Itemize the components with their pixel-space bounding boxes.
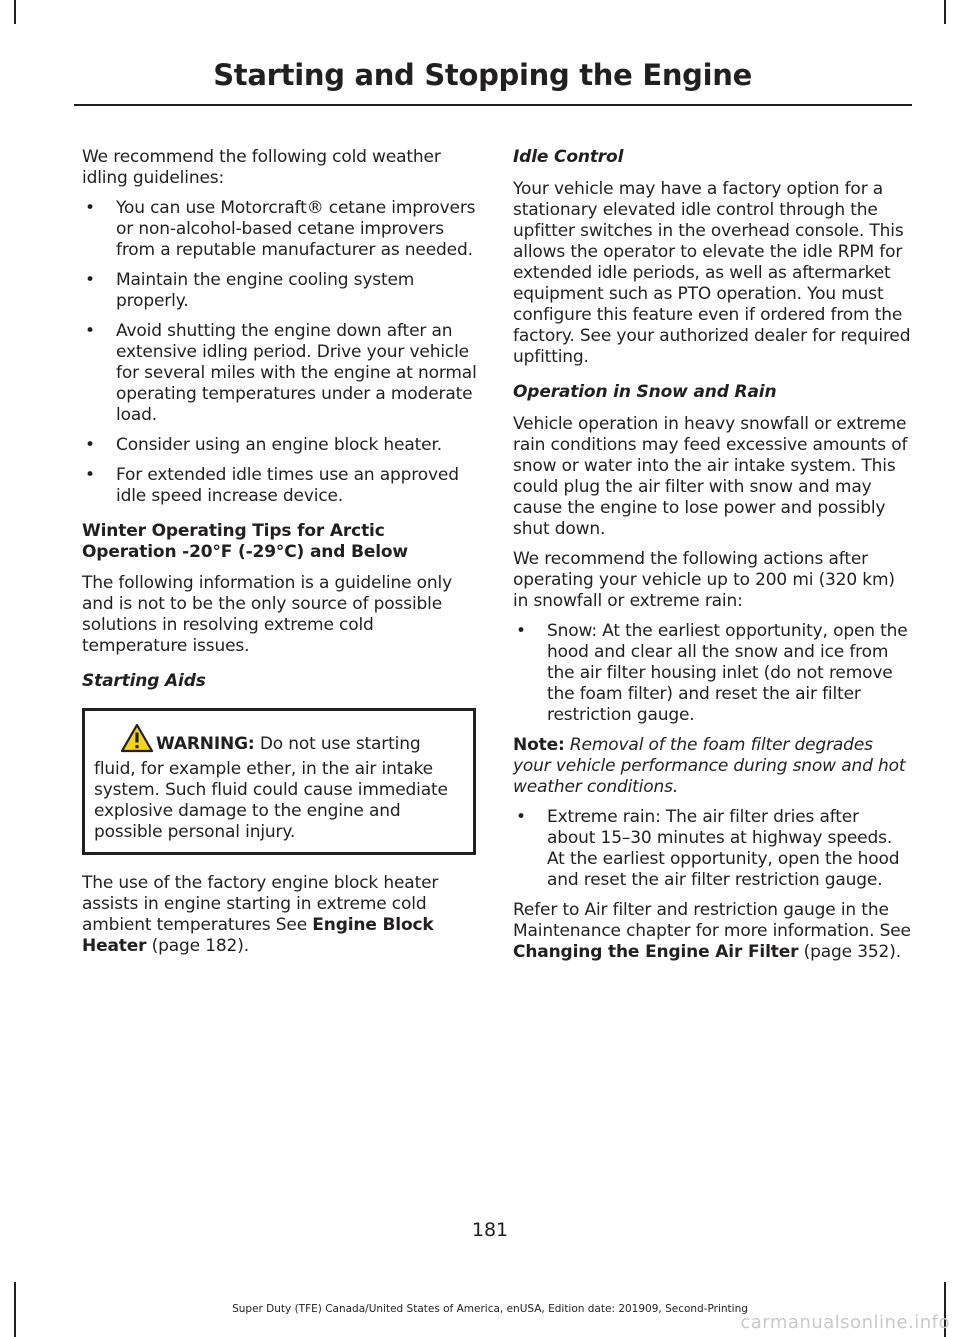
list-item: • Maintain the engine cooling system properly. [85,270,415,311]
warning-label: WARNING: [156,734,255,754]
arctic-paragraph: The following information is a guideline only and is not to be the only source of possible solutions in resolving extreme cold temperature issues. [82,573,453,656]
recommend-paragraph: We recommend the following actions after operating your vehicle up to 200 mi (320 km) in snowfall or extreme rain: [513,549,895,611]
changing-air-filter-link[interactable]: Changing the Engine Air Filter [513,942,799,962]
page-title: Starting and Stopping the Engine [213,58,752,92]
refer-paragraph: Refer to Air filter and restriction gauge in the Maintenance chapter for more information. See Changing the Engine Air Filter (page 352). [513,900,911,962]
crop-mark-top-right-vertical [944,0,946,24]
block-heater-paragraph: The use of the factory engine block heater assists in engine starting in extreme cold ambient temperatures See Engine Block Heater (page 182). [82,873,439,956]
snow-rain-paragraph: Vehicle operation in heavy snowfall or extreme rain conditions may feed excessive amounts of snow or water into the air intake system. This could plug the air filter with snow and may cause the engine to lose power and possibly shut down. [513,414,908,539]
right-column [513,147,911,972]
idling-intro: We recommend the following cold weather idling guidelines: [82,147,441,188]
crop-mark-top-left-vertical [14,0,16,24]
list-item: • For extended idle times use an approved idle speed increase device. [85,465,459,506]
watermark: carmanualsonline.info [740,1312,950,1333]
list-item: • Extreme rain: The air filter dries after about 15–30 minutes at highway speeds. At the earliest opportunity, open the hood and reset the air filter restriction gauge. [516,807,900,890]
header-rule [74,104,912,106]
warning-text: Do not use starting fluid, for example ether, in the air intake system. Such fluid could cause immediate explosive damage to the engine and possible personal injury. [94,734,448,842]
note-paragraph [513,735,911,798]
note-text: Removal of the foam filter degrades your vehicle performance during snow and hot weather conditions. [513,735,906,797]
engine-block-heater-link[interactable]: Engine Block Heater [82,915,434,956]
list-item: • You can use Motorcraft® cetane improvers or non-alcohol-based cetane improvers from a reputable manufacturer as needed. [85,198,476,260]
page-number: 181 [471,1219,509,1241]
left-column [82,147,478,966]
warning-triangle-icon [120,723,154,759]
list-item: • Avoid shutting the engine down after an extensive idling period. Drive your vehicle for several miles with the engine at normal operating temperatures under a moderate load. [85,321,477,425]
warning-box [82,708,476,855]
list-item: • Consider using an engine block heater. [85,435,442,455]
list-item: • Snow: At the earliest opportunity, open the hood and clear all the snow and ice from the air filter housing inlet (do not remove the foam filter) and reset the air filter restriction gauge. [516,621,908,725]
footer-edition: Super Duty (TFE) Canada/United States of America, enUSA, Edition date: 201909, Second-Printing [232,1303,748,1315]
section-heading-snow-rain: Operation in Snow and Rain [513,382,777,402]
section-heading-arctic: Winter Operating Tips for Arctic Operation -20°F (-29°C) and Below [82,521,408,562]
idle-control-paragraph: Your vehicle may have a factory option for a stationary elevated idle control through the upfitter switches in the overhead console. This allows the operator to elevate the idle RPM for extended idle periods, as well as aftermarket equipment such as PTO operation. You must configure this feature even if ordered from the factory. See your authorized dealer for required upfitting. [513,179,911,367]
note-label: Note: [513,735,565,755]
section-heading-starting-aids: Starting Aids [82,671,206,691]
section-heading-idle-control: Idle Control [513,147,624,167]
